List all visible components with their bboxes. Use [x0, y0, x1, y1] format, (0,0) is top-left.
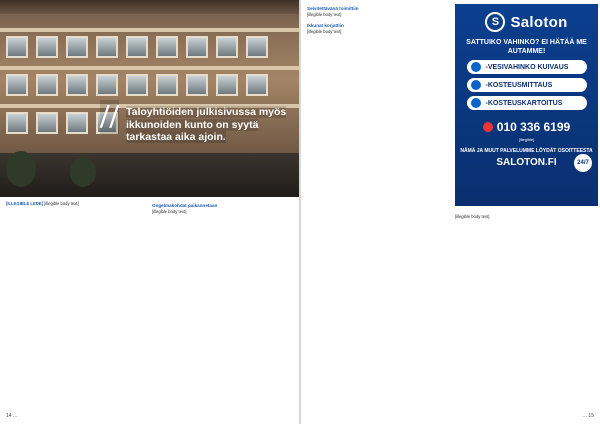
ad-247-badge: 24/7 — [574, 154, 592, 172]
section-subhead-2: Ikkunat korjattiin — [307, 23, 344, 29]
section-subhead: Selvitettävänä toimittiin — [307, 6, 359, 11]
pull-quote — [100, 98, 296, 144]
left-column-1-text: [illegible body text] — [44, 201, 79, 206]
right-column-2-text: [illegible body text] — [455, 214, 490, 219]
ad-service-3: -KOSTEUSKARTOITUS — [467, 96, 587, 110]
water-drop-icon — [471, 62, 481, 72]
page-number-right: ... 15 — [582, 413, 594, 419]
pull-quote-text: Taloyhtiöiden julkisivussa myös ikkunoiden kunto on syytä tarkastaa aika ajoin. — [126, 106, 287, 143]
phone-icon — [483, 122, 493, 132]
right-column-1-text-2: [illegible body text] — [307, 28, 342, 34]
left-column-1 — [6, 201, 146, 207]
ad-brand: Saloton — [510, 13, 568, 31]
article-lede: [ILLEGIBLE LEDE] — [6, 201, 43, 206]
right-page — [301, 0, 600, 424]
saloton-logo-icon: S — [485, 12, 505, 32]
right-column-2 — [455, 214, 596, 220]
ad-small-print: [illegible] — [518, 137, 535, 142]
ad-service-1: -VESIVAHINKO KUIVAUS — [467, 60, 587, 74]
page-number-left: 14 ... — [6, 413, 18, 419]
ad-service-2: -KOSTEUSMITTAUS — [467, 78, 587, 92]
left-page — [0, 0, 299, 424]
ad-tagline: SATTUIKO VAHINKO? EI HÄTÄÄ ME AUTAMME! — [466, 39, 587, 55]
ad-phone[interactable]: 010 336 6199 — [455, 120, 598, 134]
right-column-1-text: [illegible body text] — [307, 11, 342, 17]
ad-logo — [455, 12, 598, 32]
quote-mark: // — [100, 98, 119, 135]
building-photo — [0, 0, 299, 197]
left-column-2 — [152, 201, 292, 214]
ad-bottom-text: NÄMÄ JA MUUT PALVELUMME LÖYDÄT OSOITTEESTA — [460, 148, 593, 154]
meter-icon — [471, 80, 481, 90]
left-column-2-text: [illegible body text] — [152, 208, 187, 214]
saloton-advertisement[interactable] — [455, 4, 598, 206]
map-icon — [471, 98, 481, 108]
ad-url[interactable]: SALOTON.FI — [496, 157, 557, 168]
right-column-1 — [307, 4, 448, 34]
section-subhead: Ongelmakohdat paikannetaan — [152, 203, 218, 208]
